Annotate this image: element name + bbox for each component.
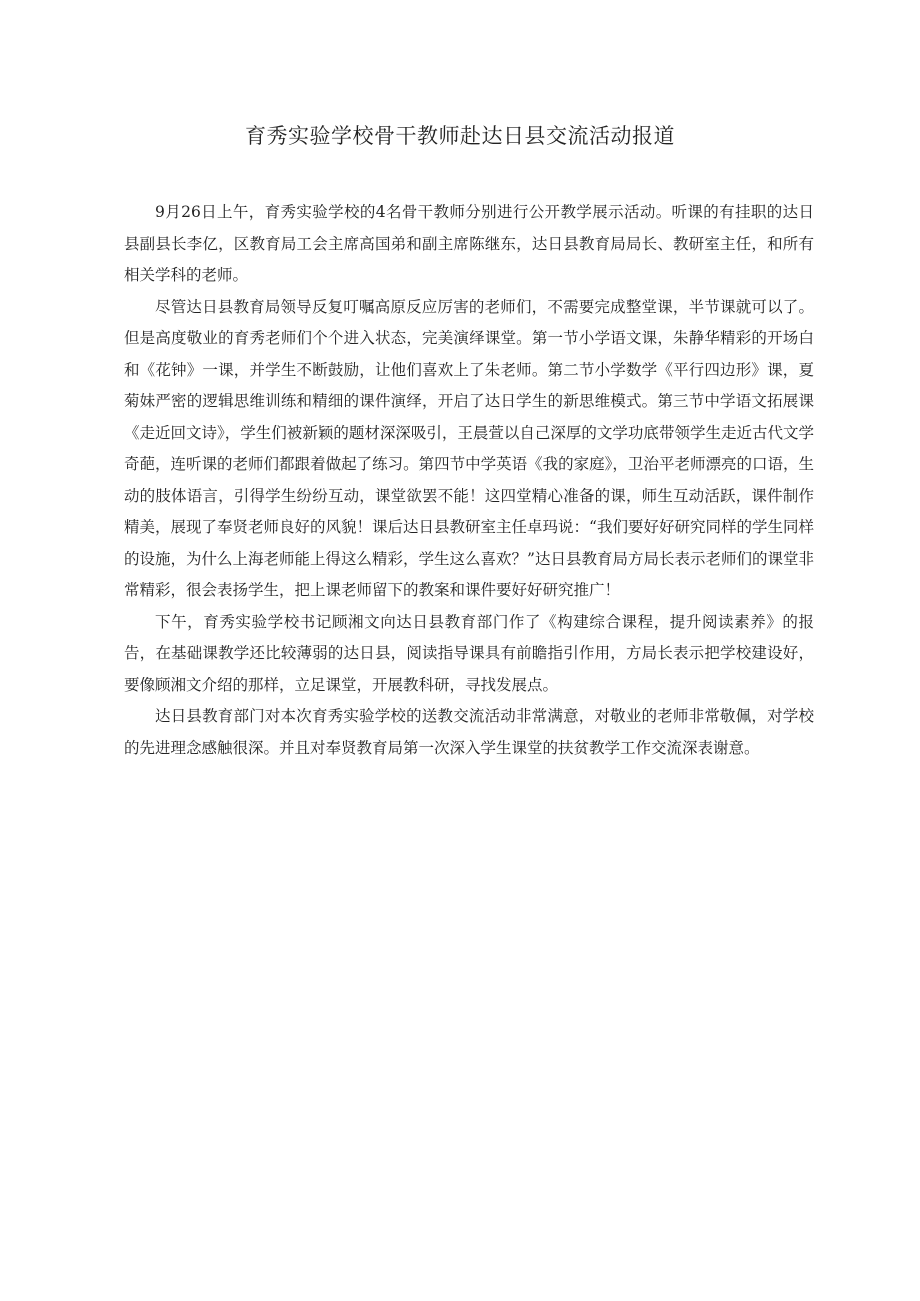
paragraph-closing: 达日县教育部门对本次育秀实验学校的送教交流活动非常满意，对敬业的老师非常敬佩，对学校的先进理念感触很深。并且对奉贤教育局第一次深入学生课堂的扶贫教学工作交流深表谢意。 bbox=[124, 707, 814, 757]
paragraph-morning-visit: 9月26日上午，育秀实验学校的4名骨干教师分别进行公开教学展示活动。听课的有挂职的达日县副县长李亿，区教育局工会主席高国弟和副主席陈继东，达日县教育局局长、教研室主任，和所有相关学科的老师。 bbox=[124, 203, 814, 284]
paragraph-lessons: 尽管达日县教育局领导反复叮嘱高原反应厉害的老师们，不需要完成整堂课，半节课就可以了。但是高度敬业的育秀老师们个个进入状态，完美演绎课堂。第一节小学语文课，朱静华精彩的开场白和《花钟》一课，并学生不断鼓励，让他们喜欢上了朱老师。第二节小学数学《平行四边形》课，夏菊妹严密的逻辑思维训练和精细的课件演绎，开启了达日学生的新思维模式。第三节中学语文拓展课《走近回文诗》，学生们被新颖的题材深深吸引，王晨萱以自己深厚的文学功底带领学生走近古代文学奇葩，连听课的老师们都跟着做起了练习。第四节中学英语《我的家庭》，卫治平老师漂亮的口语，生动的肢体语言，引得学生纷纷互动，课堂欲罢不能！这四堂精心准备的课，师生互动活跃，课件制作精美，展现了奉贤老师良好的风貌！课后达日县教研室主任卓玛说：“我们要好好研究同样的学生同样的设施，为什么上海老师能上得这么精彩，学生这么喜欢？”达日县教育局方局长表示老师们的课堂非常精彩，很会表扬学生，把上课老师留下的教案和课件要好好研究推广！ bbox=[124, 297, 814, 599]
document-body bbox=[124, 197, 814, 764]
paragraph-afternoon-report: 下午，育秀实验学校书记顾湘文向达日县教育部门作了《构建综合课程，提升阅读素养》的报告，在基础课教学还比较薄弱的达日县，阅读指导课具有前瞻指引作用，方局长表示把学校建设好，要像顾湘文介绍的那样，立足课堂，开展教科研，寻找发展点。 bbox=[124, 612, 814, 694]
document-title: 育秀实验学校骨干教师赴达日县交流活动报道 bbox=[245, 124, 675, 148]
